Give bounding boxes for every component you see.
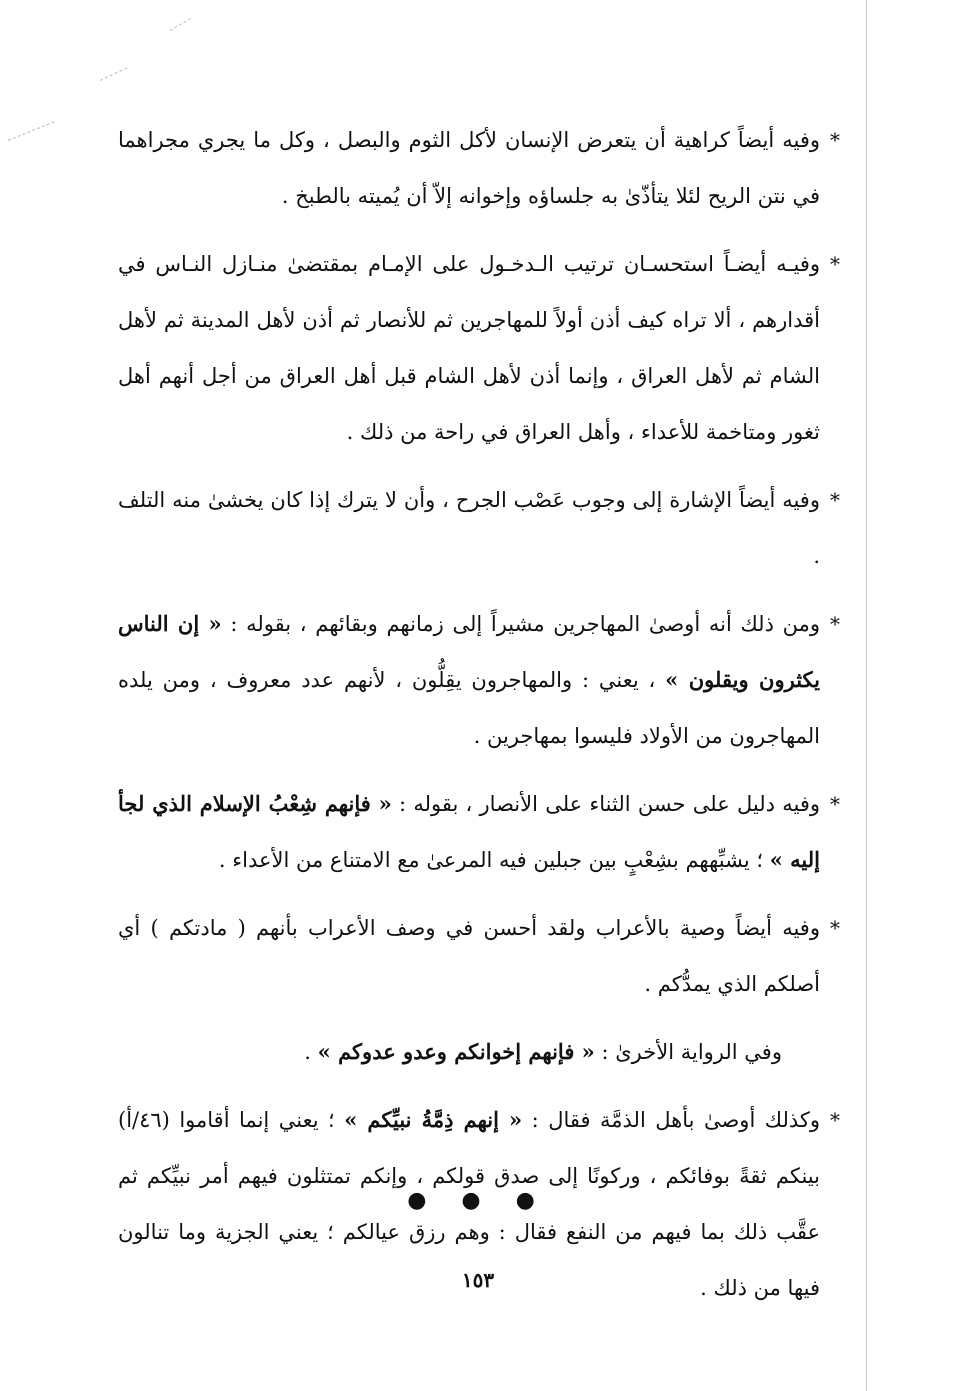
paragraph-7 xyxy=(118,1024,846,1080)
bullet-star-icon: * xyxy=(830,252,840,276)
hadith-quote: « إنهم ذِمَّةُ نبيِّكم » xyxy=(344,1107,523,1132)
bullet-star-icon: * xyxy=(830,612,840,636)
hadith-quote: « إن الناس يكثرون ويقلون » xyxy=(118,611,820,692)
hadith-quote: « فإنهم إخوانكم وعدو عدوكم » xyxy=(317,1039,595,1064)
paragraph-text-before: وفيه دليل على حسن الثناء على الأنصار ، بقوله : xyxy=(391,792,820,816)
paragraph-text-after: ؛ يشبِّههم بشِعْبٍ بين جبلين فيه المرعىٰ مع الامتناع من الأعداء . xyxy=(218,848,770,872)
paragraph-text: وفيه أيضاً الإشارة إلى وجوب عَصْب الجرح ، وأن لا يترك إذا كان يخشىٰ منه التلف . xyxy=(118,488,820,568)
hadith-quote: « فإنهم شِعْبُ الإسلام الذي لجأ إليه » xyxy=(118,791,820,872)
main-text xyxy=(118,112,846,1328)
bullet-star-icon: * xyxy=(830,488,840,512)
bullet-star-icon: * xyxy=(830,128,840,152)
scan-artifact-mark xyxy=(170,18,191,31)
scan-edge-line-right xyxy=(866,0,867,1391)
paragraph-text-after: . xyxy=(304,1040,318,1064)
section-separator: ● ● ● xyxy=(407,1188,549,1213)
paragraph-2 xyxy=(118,236,846,460)
paragraph-text: وفيـه أيضـاً استحسـان ترتيب الـدخـول على الإمـام بمقتضىٰ منـازل النـاس في أقدارهم ، ألا تراه كيف أذن أولاً للمهاجرين ثم للأنصار ثم أذن لأهل المدينة ثم لأهل الشام ثم لأهل العراق ، وإنما أذن لأهل الشام قبل أهل العراق من أجل أنهم أهل ثغور ومتاخمة للأعداء ، وأهل العراق في راحة من ذلك . xyxy=(118,252,820,444)
paragraph-text-before: وفي الرواية الأخرىٰ : xyxy=(594,1040,782,1064)
page-number: ١٥٣ xyxy=(461,1268,495,1292)
paragraph-text: وفيه أيضاً كراهية أن يتعرض الإنسان لأكل الثوم والبصل ، وكل ما يجري مجراهما في نتن الريح لئلا يتأذّىٰ به جلساؤه وإخوانه إلاّ أن يُميته بالطبخ . xyxy=(118,128,820,208)
paragraph-text-after: ؛ يعني إنما أقاموا (٤٦/أ) بينكم ثقةً بوفائكم ، وركونًا إلى صدق قولكم ، وإنكم تمتثلون فيهم أمر نبيِّكم ثم عقَّب ذلك بما فيهم من النفع فقال : وهم رزق عيالكم ؛ يعني الجزية وما تنالون فيها من ذلك . xyxy=(118,1108,820,1300)
bullet-star-icon: * xyxy=(830,792,840,816)
scan-artifact-mark xyxy=(100,67,128,81)
paragraph-text-before: وكذلك أوصىٰ بأهل الذمَّة فقال : xyxy=(522,1108,821,1132)
paragraph-1 xyxy=(118,112,846,224)
paragraph-6 xyxy=(118,900,846,1012)
bullet-star-icon: * xyxy=(830,916,840,940)
paragraph-text-before: ومن ذلك أنه أوصىٰ المهاجرين مشيراً إلى زمانهم وبقائهم ، بقوله : xyxy=(221,612,820,636)
paragraph-5 xyxy=(118,776,846,888)
paragraph-4 xyxy=(118,596,846,764)
bullet-star-icon: * xyxy=(830,1108,840,1132)
paragraph-text-after: ، يعني : والمهاجرون يقِلُّون ، لأنهم عدد معروف ، ومن يلده المهاجرون من الأولاد فليسوا بمهاجرين . xyxy=(118,668,820,748)
paragraph-text: وفيه أيضاً وصية بالأعراب ولقد أحسن في وصف الأعراب بأنهم ( مادتكم ) أي أصلكم الذي يمدُّكم . xyxy=(118,916,820,996)
paragraph-3 xyxy=(118,472,846,584)
scan-artifact-mark xyxy=(8,121,55,141)
